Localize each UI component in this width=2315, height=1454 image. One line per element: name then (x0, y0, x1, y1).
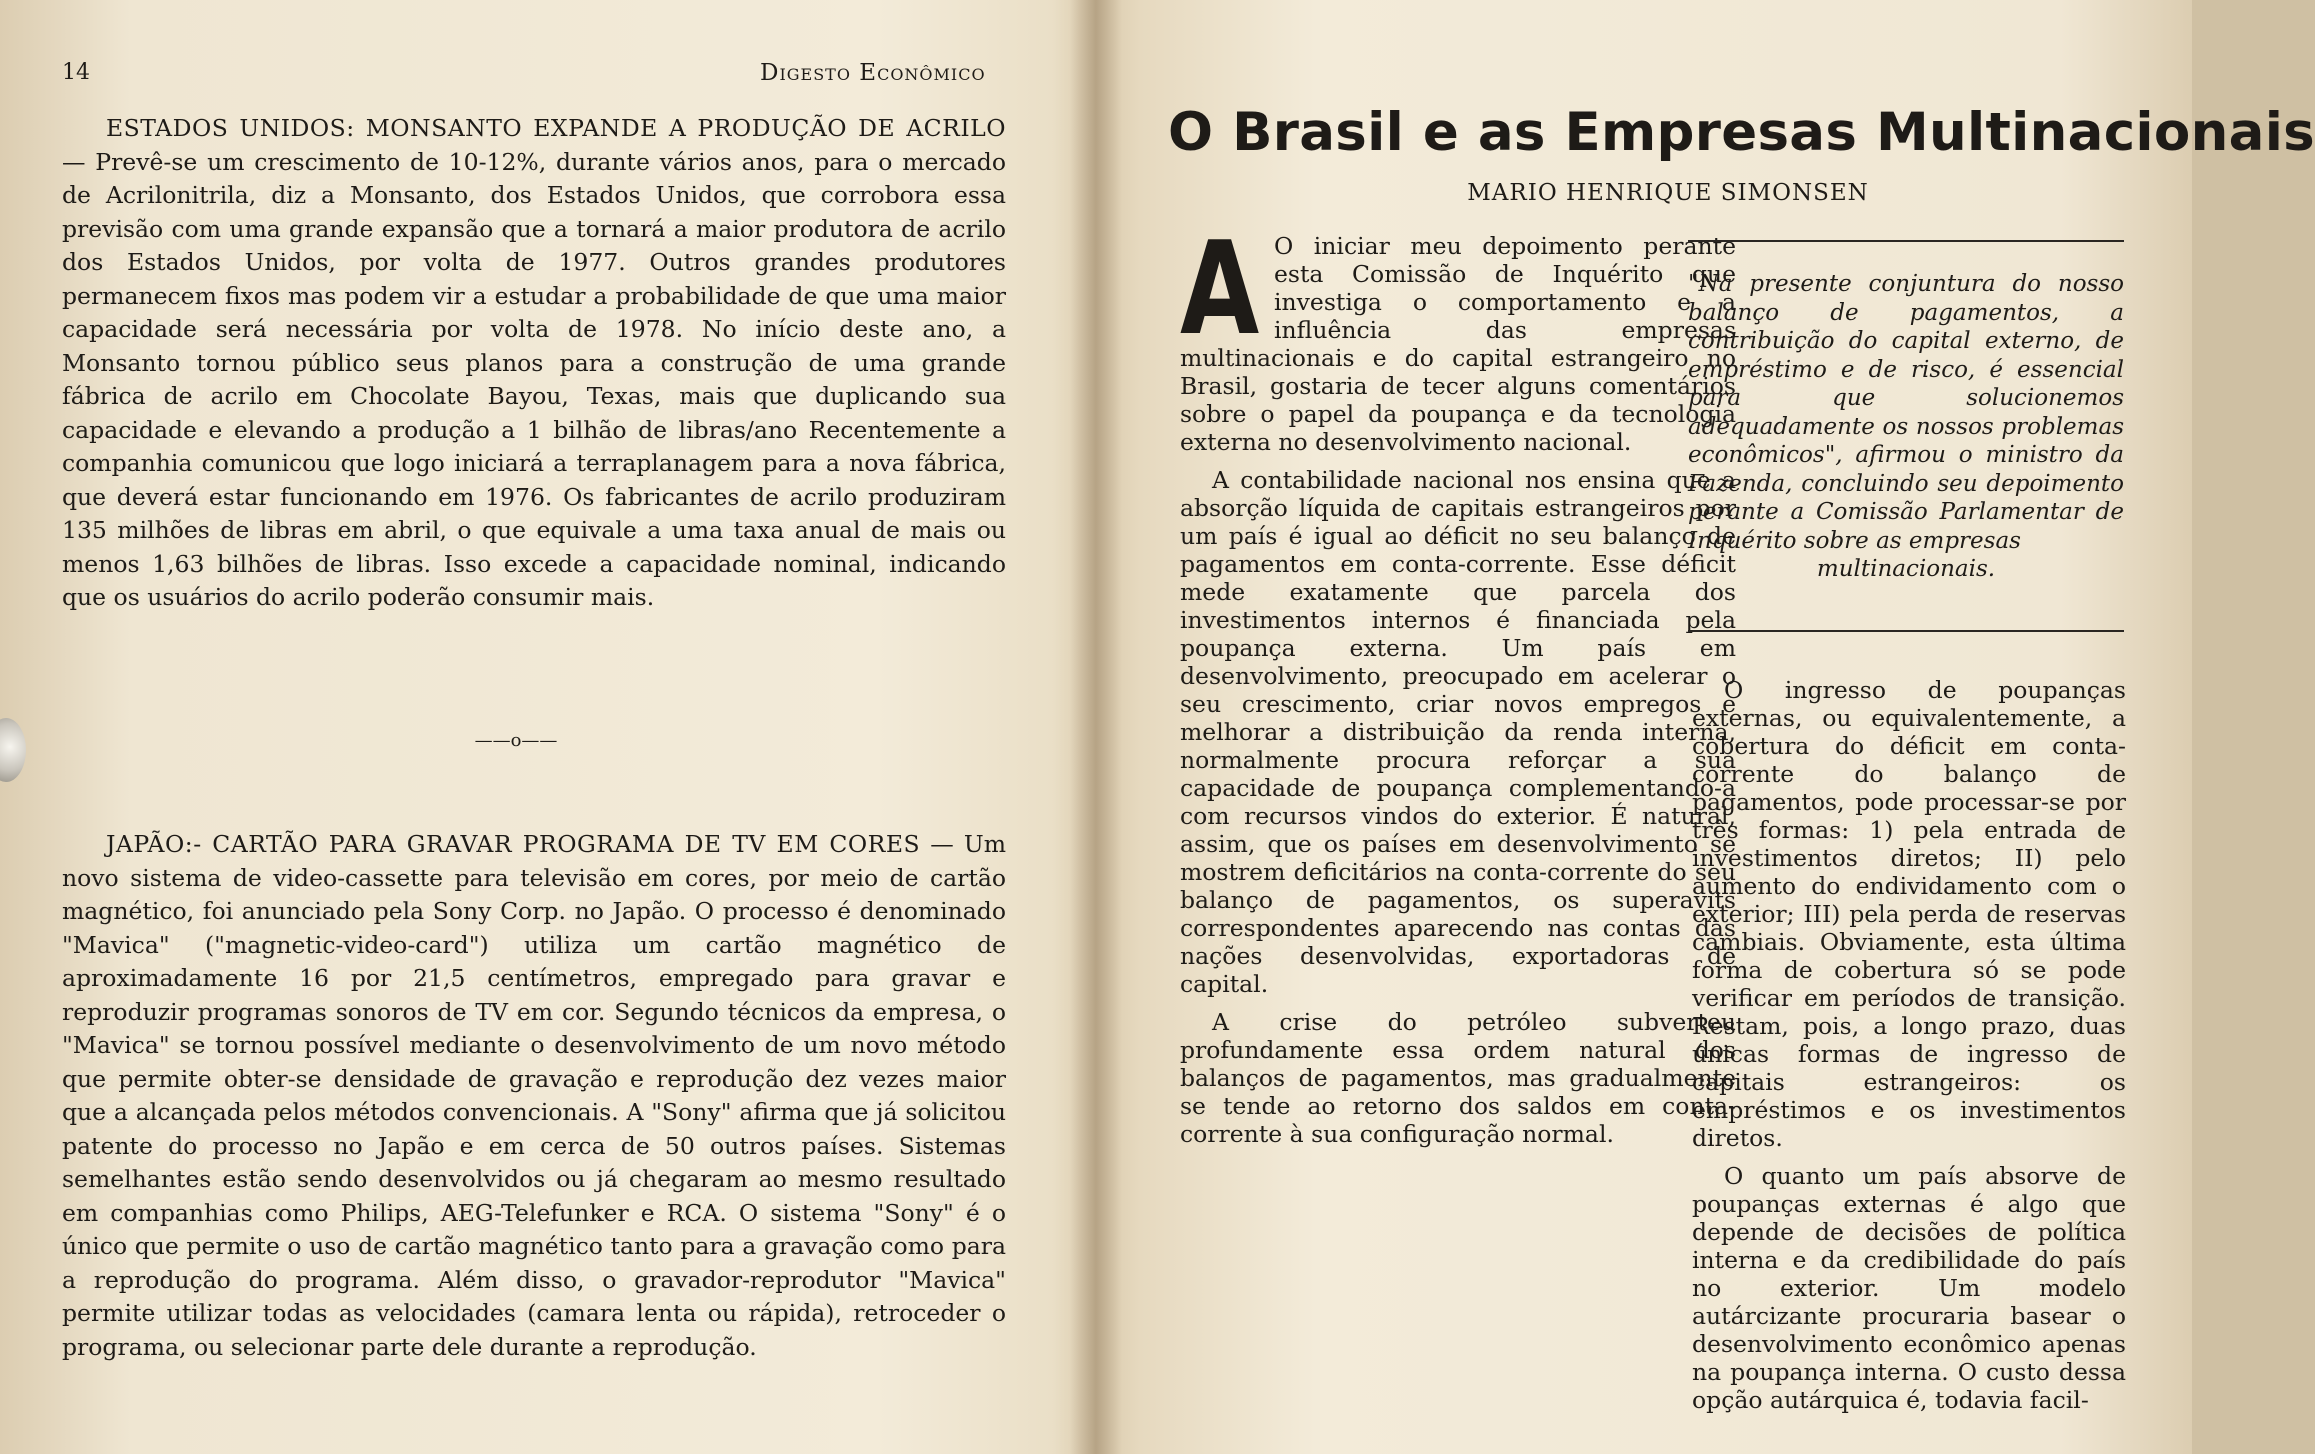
news-body: — Prevê-se um crescimento de 10-12%, durante vários anos, para o mercado de Acrilonitrila, diz a Monsanto, dos Estados Unidos, que corrobora essa previsão com uma grande expansão que a tornará a maior produtora de acrilo dos Estados Unidos, por volta de 1977. Outros grandes produtores permanecem fixos mas podem vir a estudar a probabilidade de que uma maior capacidade será necessária por volta de 1978. No início deste ano, a Monsanto tornou público seus planos para a construção de uma grande fábrica de acrilo em Chocolate Bayou, Texas, mais que duplicando sua capacidade e elevando a produção a 1 bilhão de libras/ano Recentemente a companhia comunicou que logo iniciará a terraplanagem para a nova fábrica, que deverá estar funcionando em 1976. Os fabricantes de acrilo produziram 135 milhões de libras em abril, o que equivale a uma taxa anual de mais ou menos 1,63 bilhões de libras. Isso excede a capacidade nominal, indicando que os usuários do acrilo poderão consumir mais. (62, 147, 1006, 611)
running-head: Digesto Econômico (760, 60, 986, 86)
right-page (1096, 0, 2315, 1454)
pull-quote-last-line: multinacionais. (1816, 556, 1996, 582)
news-heading: JAPÃO:- CARTÃO PARA GRAVAR PROGRAMA DE TV EM CORES (106, 830, 921, 858)
pull-quote (1688, 270, 2124, 584)
article-column-2 (1692, 676, 2126, 1414)
news-body: — Um novo sistema de video-cassette para televisão em cores, por meio de cartão magnético, foi anunciado pela Sony Corp. no Japão. O processo é denominado "Mavica" ("magnetic-video-card") utiliza um cartão magnético de aproximadamente 16 por 21,5 centímetros, empregado para gravar e reproduzir programas sonoros de TV em cor. Segundo técnicos da empresa, o "Mavica" se tornou possível mediante o desenvolvimento de um novo método que permite obter-se densidade de gravação e reprodução dez vezes maior que a alcançada pelos métodos convencionais. A "Sony" afirma que já solicitou patente do processo no Japão e em cerca de 50 outros países. Sistemas semelhantes estão sendo desenvolvidos ou já chegaram ao mesmo resultado em companhias como Philips, AEG-Telefunker e RCA. O sistema "Sony" é o único que permite o uso de cartão magnético tanto para a gravação como para a reprodução do programa. Além disso, o gravador-reprodutor "Mavica" permite utilizar todas as velocidades (camara lenta ou rápida), retroceder o programa, ou selecionar parte dele durante a reprodução. (62, 830, 1007, 1361)
article-author: MARIO HENRIQUE SIMONSEN (1467, 180, 1869, 206)
left-page (0, 0, 1096, 1454)
article-title: O Brasil e as Empresas Multinacionais (1168, 102, 2315, 163)
news-item-mavica (62, 828, 1006, 1364)
news-item-monsanto (62, 112, 1006, 615)
binding-hole-icon (0, 718, 26, 782)
news-heading: ESTADOS UNIDOS: MONSANTO EXPANDE A PRODUÇÃO DE ACRILO (106, 114, 1006, 142)
paragraph: A contabilidade nacional nos ensina que a absorção líquida de capitais estrangeiros por um país é igual ao déficit no seu balanço de pagamentos em conta-corrente. Esse déficit mede exatamente que parcela dos investimentos internos é financiada pela poupança externa. Um país em desenvolvimento, preocupado em acelerar o seu crescimento, criar novos empregos e melhorar a distribuição da renda interna, normalmente procura reforçar a sua capacidade de poupança complementando-a com recursos vindos do exterior. É natural, assim, que os países em desenvolvimento se mostrem deficitários na conta-corrente do seu balanço de pagamentos, os superavits correspondentes aparecendo nas contas das nações desenvolvidas, exportadoras de capital. (1180, 466, 1736, 998)
paragraph: A crise do petróleo subverteu profundamente essa ordem natural dos balanços de pagamentos, mas gradualmente se tende ao retorno dos saldos em conta-corrente à sua configuração normal. (1180, 1008, 1736, 1148)
quote-rule-bottom (1688, 630, 2124, 632)
article-column-1 (1180, 215, 1736, 1148)
drop-cap: A (1180, 215, 1260, 364)
pull-quote-text: "Na presente conjuntura do nosso balanço de pagamentos, a contribuição do capital externo, de empréstimo e de risco, é essencial para que solucionemos adequadamente os nossos problemas econômicos", afirmou o ministro da Fazenda, concluindo seu depoimento perante a Comissão Parlamentar de Inquérito sobre as empresas (1688, 271, 2124, 554)
section-separator: ——o—— (474, 730, 558, 751)
page-number: 14 (62, 60, 90, 85)
paragraph: O ingresso de poupanças externas, ou equivalentemente, a cobertura do déficit em conta-corrente do balanço de pagamentos, pode processar-se por três formas: 1) pela entrada de investimentos diretos; II) pelo aumento do endividamento com o exterior; III) pela perda de reservas cambiais. Obviamente, esta última forma de cobertura só se pode verificar em períodos de transição. Restam, pois, a longo prazo, duas únicas formas de ingresso de capitais estrangeiros: os empréstimos e os investimentos diretos. (1692, 676, 2126, 1152)
paragraph: O iniciar meu depoimento perante esta Comissão de Inquérito que investiga o comportamento e a influência das empresas multinacionais e do capital estrangeiro no Brasil, gostaria de tecer alguns comentários sobre o papel da poupança e da tecnologia externa no desenvolvimento nacional. (1180, 232, 1736, 456)
paragraph: O quanto um país absorve de poupanças externas é algo que depende de decisões de política interna e da credibilidade do país no exterior. Um modelo autárcizante procuraria basear o desenvolvimento econômico apenas na poupança interna. O custo dessa opção autárquica é, todavia facil- (1692, 1162, 2126, 1414)
quote-rule-top (1688, 240, 2124, 242)
